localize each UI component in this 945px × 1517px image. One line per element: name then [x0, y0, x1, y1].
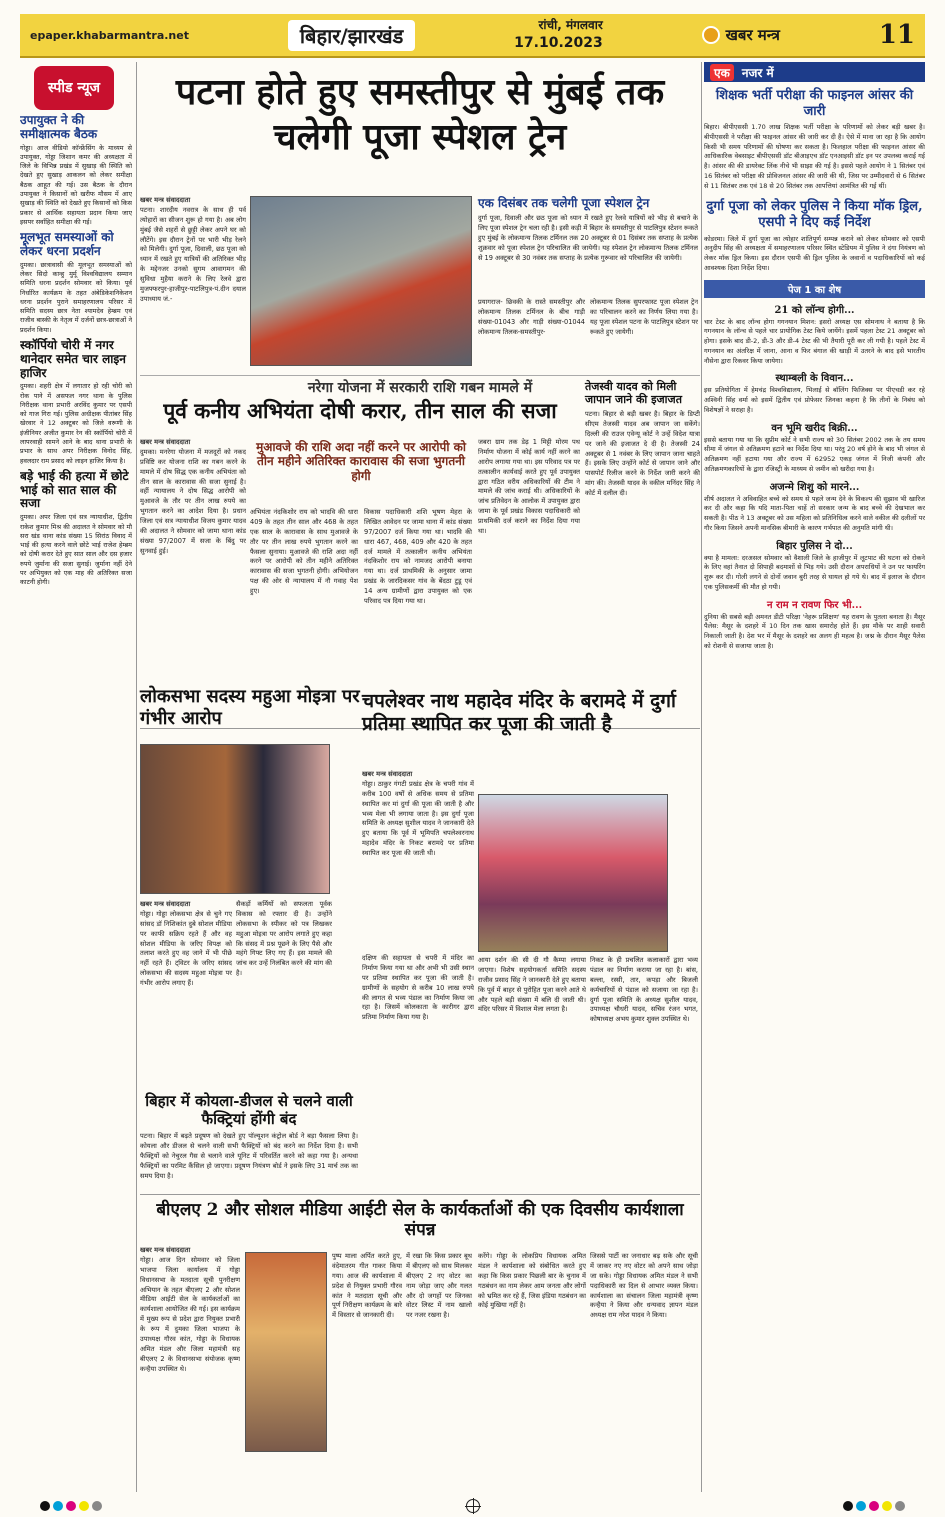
bla-headline: बीएलए 2 और सोशल मीडिया आईटी सेल के कार्यकर्ताओं की एक दिवसीय कार्यशाला संपन्न	[156, 1200, 684, 1241]
byline: खबर मन्त्र संवाददाता	[140, 438, 191, 446]
train-body-text: पटना। शारदीय नवरात्र के साथ ही पर्व त्योहारों का सीजन शुरू हो गया है। अब लोग मुंबई जैसे शहरों से छुट्टी लेकर अपने घर को लौटेंगे। इस दौरान ट्रेनों पर भारी भीड़ रेलने को मिलेगी। दुर्गा पूजा, दिवाली, छठ पूजा को ध्यान में रखते हुए यात्रियों की अतिरिक्त भीड़ के मद्देनजर उनको सुगम आवागमन की सुविधा मुहैया कराने के लिए रेलवे द्वारा मुजफ्फरपुर-हाजीपुर-पाटलिपुत्र-पं.दीन दयाल उपाध्याय जं.-	[140, 205, 246, 303]
color-dot	[895, 1501, 905, 1511]
temple-body-4: निकट के ही प्रचलित कलाकारों द्वारा भव्य पंडाल का निर्माण कराया जा रहा है। बांस, बल्ला, रस्सी, तार, कपड़ा और बिजली कर्मचारियों से पंडाल को सजाया जा रहा है। दुर्गा पूजा समिति के अध्यक्ष सुशील यादव, उपाध्यक्ष चौधरी यादव, सचिव रंजन भगत, कोषाध्यक्ष अभय कुमार शुक्ल उपस्थित थे।	[590, 956, 698, 1024]
color-dots-right	[843, 1501, 905, 1511]
nrega-pull-quote: मुआवजे की राशि अदा नहीं करने पर आरोपी को तीन महीने अतिरिक्त कारावास की सजा भुगतनी होगी	[256, 440, 466, 483]
coal-headline: बिहार में कोयला-डीजल से चलने वाली फैक्ट्रियां होंगी बंद	[145, 1092, 353, 1128]
nrega-kicker: नरेगा योजना में सरकारी राशि गबन मामले में	[140, 375, 700, 397]
ek-nazar-column	[704, 62, 925, 1492]
right-story-heading: शिक्षक भर्ती परीक्षा की फाइनल आंसर की जारी	[715, 88, 914, 119]
shesh-body: क्या है मामला: दरअसल सोमवार को वैशाली जिले के हाजीपुर में लूटपाट की घटना को रोकने के लिए वहां तैनात दो सिपाही बदमाशों से भिड़ गये। उसी दौरान अपराधियों ने उन पर फायरिंग शुरू कर दी। गोली लगने से दोनों जवान बुरी तरह से घायल हो गये थे। बाद में इलाज के दौरान एक पुलिसकर्मी की मौत हो गयी।	[704, 553, 925, 591]
shesh-body: इससे बताया गया था कि सुप्रीम कोर्ट ने सभी राज्य को 30 सितंबर 2002 तक के तय समय सीमा में जंगल से अतिक्रमण हटाने का निर्देश दिया था। परंतु 20 वर्ष होने के बाद भी जंगल से अतिक्रमण नहीं हटाया गया और राज्य में 62952 एकड़ जंगल में निजी कंपनी और अतिक्रमणकारियों के द्वारा रजिस्ट्री के माध्यम से जमीन को खरीदा गया है।	[704, 435, 925, 473]
section-rule	[140, 1194, 700, 1195]
temple-photo	[478, 794, 668, 952]
nrega-body-3: विकास पदाधिकारी शशि भूषण मेहरा के लिखित आवेदन पर जामा थाना में कांड संख्या 97/2007 दर्ज किया गया था। भादवि की धारा 467, 468, 409 और 420 के तहत दर्ज मामले में तत्कालीन कनीय अभियंता नंदकिशोर राय को नामजद आरोपी बनाया गया था। दर्ज प्राथमिकी के अनुसार जामा प्रखंड के जारदिकसर गांव के बेंदठा टुडू एवं 14 अन्य ग्रामीणों द्वारा उपायुक्त को एक परिवाद पत्र दिया गया था।	[364, 508, 472, 606]
nrega-text-1: दुमका। मनरेगा योजना में मजदूरों को नकद प्रविष्टि कर योजना राशि का गबन करने के मामले में दोष सिद्ध एक कनीय अभियंता को तीन साल के कारावास की सजा सुनाई है। वहीं न्यायालय ने दोष सिद्ध आरोपी को मुआवजे के तौर पर तीन लाख रुपये का भुगतान करने का आदेश दिया है। प्रधान जिला एवं सत्र न्यायाधीश विजय कुमार यादव की अदालत ने सोमवार को जामा थाना कांड संख्या 97/2007 में सजा के बिंदु पर सुनवाई हुई।	[140, 447, 246, 555]
left-story	[20, 339, 132, 466]
left-story-body: गोड्डा। आज वीडियो कॉन्फ्रेंसिंग के माध्यम से उपायुक्त, गोड्डा जिशान कमर की अध्यक्षता में जिले के विभिन्न प्रखंड में सुखाड़ की स्थिति को देखते हुए सुखाड़ आकलन को लेकर समीक्षा बैठक आहूत की गई। उस बैठक के दौरान उपायुक्त ने किसानों को खरीफ मौसम में आए सुखाड़ की स्थिति को देखते हुए किसानों को किस प्रकार से आर्थिक सहायता प्रदान किया जाए इसपर सर्वाहित समीक्षा की गई।	[20, 143, 132, 226]
issue-date: 17.10.2023	[514, 34, 603, 51]
left-story	[20, 231, 132, 335]
registration-mark-icon	[466, 1499, 480, 1513]
shesh-heading: न राम न रावण फिर भी...	[766, 599, 863, 611]
color-dots-left	[40, 1501, 102, 1511]
left-story-body: दुमका। शहरी क्षेत्र में लगातार हो रही चोरी को रोक पाने में असफल नगर थाना के पुलिस निरीक्षक थाना प्रभारी अरविंद कुमार पर एसपी को गाज गिरा गई। पुलिस अधीक्षक पीतांबर सिंह खेरवार ने 12 अक्टूबर को जिले वरूणी के इंजीनियर अजीत कुमार रेन की स्कॉर्पियो चोरी में लापरवाही सामने आने के बाद थाना प्रभारी के प्रभार के साथ अपर निरीक्षक विनोद सिंह, हवलदार राम प्रसाद को लाइन हाजिर किया है।	[20, 382, 132, 465]
column-divider	[136, 62, 137, 1492]
brand	[702, 25, 780, 45]
bla-body-5: जिससे पार्टी का जनाधार बढ़ सके और सूची में जाकर नए नए वोटर को अपने साथ जोड़ा जा सके। गोड्डा विधायक अमित मंडल ने सभी पदाधिकारी का दिल से आभार व्यक्त किया। कार्यशाला का संचालन जिला महामंत्री कृष्ण कन्हैया ने किया और धन्यवाद ज्ञापन मंडल अध्यक्ष राम नरेश यादव ने किया।	[590, 1252, 698, 1320]
ek-label: एक	[710, 64, 734, 81]
nrega-body-4: जबरा ग्राम तक डेढ़ 1 मिट्टी मोरम पथ निर्माण योजना में कोई कार्य नहीं करने का आरोप लगाया गया था। इस परिवाद पत्र पर तत्कालीन कार्यवाई करते हुए पूर्व उपायुक्त द्वारा गठित वरीय अधिकारियों की टीम ने मामले की जांच कराई थी। अधिकारियों के जांच प्रतिवेदन के आलोक में उपायुक्त द्वारा जामा के पूर्व प्रखंड विकास पदाधिकारी को प्राथमिकी दर्ज कराने का निर्देश दिया गया था।	[478, 438, 580, 536]
nrega-body-1	[140, 438, 246, 724]
speed-news-badge: स्पीड न्यूज	[34, 66, 114, 110]
left-story-heading: उपायुक्त ने की समीक्षात्मक बैठक	[20, 113, 98, 141]
train-subbody: दुर्गा पूजा, दिवाली और छठ पूजा को ध्यान में रखते हुए रेलवे यात्रियों को भीड़ से बचाने के लिए पूजा स्पेशल ट्रेन चला रही है। इसी कड़ी में बिहार के समस्तीपुर से पाटलिपुत्र स्टेशन रूकते हुए मुंबई के लोकमान्य तिलक टर्मिनल तक 20 अक्टूबर से 01 दिसंबर तक सप्ताह के प्रत्येक शुक्रवार को पूजा स्पेशल ट्रेन परिचालित की जायेगी। यह स्पेशल ट्रेन लोकमान्य तिलक टर्मिनल से 19 अक्टूबर से 30 नवंबर तक सप्ताह के प्रत्येक गुरूवार को परिचालित की जायेगी।	[478, 214, 698, 262]
shesh-heading: स्थाम्बली के विवान...	[775, 373, 854, 385]
main-headline: पटना होते हुए समस्तीपुर से मुंबई तक चलेगी पूजा स्पेशल ट्रेन	[175, 71, 665, 158]
color-dot	[79, 1501, 89, 1511]
byline: खबर मन्त्र संवाददाता	[140, 196, 191, 204]
site-url[interactable]: epaper.khabarmantra.net	[30, 28, 189, 42]
left-story-heading: बड़े भाई की हत्या में छोटे भाई को सात साल की सजा	[20, 468, 129, 511]
mahua-body	[140, 900, 232, 1088]
byline: खबर मन्त्र संवाददाता	[140, 900, 191, 908]
shesh-bar: पेज 1 का शेष	[704, 280, 925, 298]
mahua-headline: लोकसभा सदस्य महुआ मोइत्रा पर गंभीर आरोप	[140, 686, 360, 729]
bla-body-3: में रखा कि किस प्रकार बूथ में बीएलए को साथ मिलकर बीएलए 2 नए वोटर का नाम जोड़ा जाए और गलत और दो जगहों पर जिनका वोटर लिस्ट में नाम खालो पर नजर रखना है।	[406, 1252, 472, 1320]
coal-body: पटना। बिहार में बढ़ते प्रदूषण को देखते हुए पॉल्यूशन कंट्रोल बोर्ड ने बड़ा फैसला लिया है। कोयला और डीजल से चलने वाली सभी फैक्ट्रियों को बंद करने का निर्देश दिया है। सभी फैक्ट्रियों को नेचुरल गैस से चलाने वाले यूनिट में परिवर्तित करने को कहा गया है। अन्यथा फैक्ट्रियों का परमिट कैंसिल हो जाएगा। प्रदूषण नियंत्रण बोर्ड ने इसके लिए 31 मार्च तक का समय दिया है।	[140, 1132, 358, 1180]
shesh-body: चार टेस्ट के बाद लॉन्च होगा गगनयान मिशन: इसरो अध्यक्ष एस सोमनाथ ने बताया है कि गगनयान के लॉन्च से पहले चार प्रायोगिक टेस्ट किये जायेंगे। इसमें पहला टेस्ट 21 अक्टूबर को होगा। इसके बाद डी-2, डी-3 और डी-4 टेस्ट की भी तैयारी पूरी कर ली गयी है। पहले टेस्ट में गगनयान का अंतरिक्ष में जाना, आना व फिर बंगाल की खाड़ी में उतरने के बाद इसे भारतीय नौसेना द्वारा रिकवर किया जायेगा।	[704, 317, 925, 365]
shesh-heading: अजन्मे शिशु को मारने...	[769, 481, 860, 493]
left-story	[20, 114, 132, 227]
ek-nazar-bar	[704, 62, 925, 82]
tejashwi-body: पटना। बिहार से बड़ी खबर है। बिहार के डिप्टी सीएम तेजस्वी यादव अब जापान जा सकेंगे। दिल्ली की राउज एवेन्यू कोर्ट ने उन्हें विदेश यात्रा पर जाने की इजाजत दे दी है। तेजस्वी 24 अक्टूबर से 1 नवंबर के लिए जापान जाना चाहते हैं। इसके लिए उन्होंने कोर्ट से जापान जाने और पासपोर्ट रिलीज करने के निर्देश जारी करने की मांग की। तेजस्वी यादव के वकील मनिंदर सिंह ने कोर्ट में दलील दी।	[585, 410, 700, 498]
bla-body-2: पुष्प माला अर्पित करते हुए, वंदेमातरम गीत गाकर किया गया। आज की कार्यशाला में प्रदेश से नियुक्त प्रभारी गौरव कांत ने मतदाता सूची और पूर्ण निरीक्षण कार्यक्रम के बारे में विस्तार से जानकारी दी।	[332, 1252, 402, 1320]
masthead	[20, 14, 925, 58]
train-photo	[250, 196, 472, 366]
tejashwi-headline: तेजस्वी यादव को मिली जापान जाने की इजाजत	[585, 380, 682, 407]
color-dot	[843, 1501, 853, 1511]
left-story-body: दुमका। अपर जिला एवं सत्र न्यायाधीश, द्वितीय राकेश कुमार मिश्र की अदालत ने सोमवार को मौ सरा खंड थाना कांड संख्या 15 सिरांठ विवाद में भाई की हत्या करने वाले छोटे भाई राजेश हेम्ब्रम को दोषी करार देते हुए सात साल और दस हजार रुपये जुर्माना की सजा सुनाई। जुर्माना नहीं देने पर अभियुक्त को एक माह की अतिरिक्त सजा काटनी होगी।	[20, 513, 132, 587]
byline: खबर मन्त्र संवाददाता	[362, 770, 413, 778]
shesh-body: दुनिया की सबसे बड़ी अमनत डीटी परिक्षा 'नेहरू प्रशिक्षण' यह रावण के पुतला बनाता है। मैसूर पैलेस: मैसूर के दशहरे में 10 दिन तक खास समारोह होते हैं। इस मौके पर शाही सवारी निकाली जाती है। देश भर में मैसूर के दशहरे का अलग ही महत्व है। जश्न के दौरान मैसूर पैलेस को रोशनी से सजाया जाता है।	[704, 612, 925, 650]
temple-body-2: दक्षिण की सहायता से चपरी में मंदिर का निर्माण किया गया था और अभी भी उसी स्थान पर प्रतिमा स्थापित कर पूजा की जाती है। ग्रामीणों के सहयोग से करीब 10 लाख रुपये की लागत से भव्य पंडाल का निर्माण किया जा रहा है। जिसमें कोलकाता के कारीगर द्वारा प्रतिमा निर्माण किया गया है।	[362, 954, 474, 1022]
shesh-heading: बिहार पुलिस ने दो...	[776, 540, 853, 552]
nrega-body-2: अभियंता नंदकिशोर राय को भादवि की धारा 409 के तहत तीन साल और 468 के तहत एक साल के कारावास के साथ मुआवजे के तौर पर तीन लाख रुपये भुगतान करने का फैसला सुनाया। मुआवजे की राशि अदा नहीं करने पर आरोपी को तीन महीने अतिरिक्त कारावास की सजा भुगतनी होगी। अभियोजन पक्ष की ओर से न्यायालय में नौ गवाह पेश हुए।	[250, 508, 358, 596]
brand-logo-icon	[702, 26, 720, 44]
mahua-body-2: सैकड़ों कर्मियों को सफलता पूर्वक विकास को रफ्तार दी है। उन्होंने लोकसभा के स्पीकर को पत्र लिखकर महुआ मोइत्रा पर आरोप लगाते हुए कहा कि संसद में प्रश्न पूछने के लिए पैसे और महंगे गिफ्ट लिए गए हैं। इस मामले की जांच कर उन्हें निलंबित करने की मांग की है।	[236, 900, 332, 978]
shesh-body: इस प्रतियोगिता में हेमचंद्र विश्वविद्यालय, भिलाई से बॉलिंग फिजिक्स पर पीएचडी कर रहे अश्विनी सिंह वर्मा को इसमें द्वितीय एवं प्रोफेसर जिनका कहना है कि तीनों के निबंध को विशेषज्ञों ने सराहा है।	[704, 386, 925, 414]
mahua-photo	[140, 744, 330, 894]
shesh-heading: 21 को लॉन्च होगी...	[774, 304, 855, 316]
date-block	[514, 18, 603, 52]
temple-headline: चपलेश्वर नाथ महादेव मंदिर के बरामदे में दुर्गा प्रतिमा स्थापित कर पूजा की जाती है	[362, 690, 676, 735]
train-subhead: एक दिसंबर तक चलेगी पूजा स्पेशल ट्रेन	[478, 196, 650, 210]
bla-body-4: करेंगे। गोड्डा के लोकप्रिय विधायक अमित मंडल ने कार्यशाला को संबोधित करते हुए कहा कि किस प्रकार पिछली बार के चुनाव में गठबंधन का नाम लेकर आम जनता और लोगों को भ्रमित कर रहे हैं, जिस इंडिया गठबंधन का कोई मुखिया नहीं है।	[478, 1252, 586, 1310]
color-dot	[92, 1501, 102, 1511]
shesh-body: शीर्ष अदालत ने अविवाहित बच्चे को समय से पहले जन्म देने के विकल्प की सुझाव भी खारिज कर दी और कहा कि यदि माता-पिता चाहें तो सरकार जन्म के बाद बच्चे की देखभाल कर सकती है। पीठ ने 13 अक्टूबर को उस महिला को प्रतिनिधित्व करने वाले वकील की दलीलों पर गौर किया जिसने अपनी मानसिक बीमारी के कारण गर्भपात की अनुमति मांगी थी।	[704, 494, 925, 532]
train-col-a: प्रयागराज- छिवकी के रास्ते समस्तीपुर और लोकमान्य तिलक टर्मिनल के बीच गाड़ी संख्या-01043 और गाड़ी संख्या-01044 लोकमान्य तिलक-समस्तीपुर-	[478, 298, 585, 336]
color-dot	[40, 1501, 50, 1511]
train-col-b: लोकमान्य तिलक सुपरफास्ट पूजा स्पेशल ट्रेन का परिचालन करने का निर्णय लिया गया है। यह पूजा स्पेशल पटना के पाटलिपुत्र स्टेशन पर रूकते हुए जायेगी।	[590, 298, 698, 336]
shesh-heading: वन भूमि खरीद बिक्री...	[771, 422, 858, 434]
color-dot	[869, 1501, 879, 1511]
color-dot	[53, 1501, 63, 1511]
mahua-text: गोड्डा। गोड्डा लोकसभा क्षेत्र से चुने गए सांसद डॉ निशिकांत दुबे सोशल मीडिया पर काफी सक्रिय रहते हैं और वह सोशल मीडिया के जरिए विपक्ष को तलाश करते हुए वह जाने में भी पीछे नहीं रहते हैं। ट्विटर के जरिए सांसद लोकसभा की सदस्य महुआ मोइत्रा पर गंभीर आरोप लगाए हैं।	[140, 909, 232, 988]
bla-text-1: गोड्डा। आज दिन सोमवार को जिला भाजपा जिला कार्यालय में गोड्डा विधानसभा के मतदाता सूची पुनरीक्षण अभियान के तहत बीएलए 2 और सोशल मीडिया आईटी सेल के कार्यकर्ताओं का कार्यशाला आयोजित की गई। इस कार्यक्रम में मुख्य रूप से प्रदेश द्वारा नियुक्त प्रभारी के रूप में दुमका जिला भाजपा के उपाध्यक्ष गौरव कांत, गोड्डा के विधायक अमित मंडल और जिला महामंत्री सह बीएलए 2 के विधानसभा संयोजक कृष्ण कन्हैया उपस्थित थे।	[140, 1255, 240, 1373]
color-dot	[882, 1501, 892, 1511]
nrega-headline: पूर्व कनीय अभियंता दोषी करार, तीन साल की सजा	[163, 398, 557, 423]
temple-text-1: गोड्डा। ठाकुर गंगटी प्रखंड क्षेत्र के चपरी गांव में करीब 100 वर्षों से अधिक समय से प्रतिमा स्थापित कर मां दुर्गा की पूजा की जाती है और भव्य मेला भी लगाया जाता है। इस दुर्गा पूजा समिति के अध्यक्ष सुशील यादव ने जानकारी देते हुए बताया कि पूर्व में भूमिपति चपलेश्वरनाथ महादेव मंदिर के निकट बरामदे पर प्रतिमा स्थापित कर पूजा की जाती थी।	[362, 779, 474, 858]
meeting-photo	[245, 1252, 327, 1452]
temple-body-1	[362, 770, 474, 950]
speed-news-column	[20, 62, 132, 1492]
right-story-heading: दुर्गा पूजा को लेकर पुलिस ने किया मॉक ड्रिल, एसपी ने दिए कई निर्देश	[706, 199, 923, 231]
color-dot	[856, 1501, 866, 1511]
color-dot	[66, 1501, 76, 1511]
right-story-body: कोडरमा। जिले में दुर्गा पूजा का त्योहार शांतिपूर्ण सम्पन्न कराने को लेकर सोमवार को एसपी अनुदीप सिंह की अध्यक्षता में समाहरणालय परिसर स्थित स्टेडियम में पुलिस ने दंगा नियंत्रण को लेकर मॉक ड्रिल किया। इस दौरान एसपी की ड्रिल पुलिस के जवानों व पदाधिकारियों को कई आवश्यक दिशा निर्देश दिया।	[704, 234, 925, 272]
left-story	[20, 470, 132, 588]
right-story-body: बिहार। बीपीएससी 1.70 लाख शिक्षक भर्ती परीक्षा के परिणामों को लेकर बड़ी खबर है। बीपीएससी ने परीक्षा की फाइनल आंसर की जारी कर दी है। ऐसे में माना जा रहा है कि आयोग किसी भी समय परिणामों की घोषणा कर सकता है। फिलहाल परीक्षा की फाइनल आंसर की आधिकारिक वेबसाइट बीपीएससी डॉट बीआइएच डॉट एनआइसी डॉट इन पर उपलब्ध कराई गई है। आंसर की की डायरेक्ट लिंक नीचे भी साझा की गई है। इससे पहले आयोग ने 1 सितंबर एवं 16 सितंबर को परीक्षा की प्रोविजनल आंसर की जारी की थी, जिस पर उम्मीदवारों से 6 सितंबर से 11 सितंबर तक एवं 18 से 20 सितंबर तक आपत्तियां आमंत्रित की गई थीं।	[704, 123, 925, 190]
nazar-label: नजर में	[741, 65, 774, 80]
left-story-heading: मूलभूत समस्याओं को लेकर धरना प्रदर्शन	[20, 230, 114, 258]
page-number: 11	[878, 20, 915, 50]
left-story-heading: स्कॉर्पियो चोरी में नगर थानेदार समेत चार लाइन हाजिर	[20, 337, 126, 380]
temple-body-3: आया दर्शन की सी दी गौ कैम्पा लगाया जाएगा। विशेष सहयोगकर्ता समिति सदस्य राजीव प्रसाद सिंह ने जानकारी देते हुए बताया कि पूर्व में बाहर से पुरोहित पूजा करने आते थे और पहले बड़ी संख्या में बलि दी जाती थी। मंदिर परिसर में विशाल मेला लगता है।	[478, 956, 586, 1014]
section-title: बिहार/झारखंड	[288, 20, 415, 51]
city-day: रांची, मंगलवार	[538, 18, 603, 33]
column-divider	[701, 62, 702, 1492]
byline: खबर मन्त्र संवाददाता	[140, 1246, 191, 1254]
bla-body-1	[140, 1246, 240, 1492]
print-registration-bar	[20, 1500, 925, 1512]
left-story-body: दुमका। छात्रावासी की मूलभूत समस्याओं को लेकर सिदो कान्हु मुर्मू विश्वविद्यालय सम्मान समिति धरना प्रदर्शन सोमवार को किया। पूर्व निर्धारित कार्यक्रम के तहत अंबेडिकेशनिकेशन धरना प्रदर्शन पुराने समाहरणालय परिसर में समिति सदस्य छात्र नेता श्यामदेव हेम्ब्रम एवं राजीव बास्की के नेतृत्व में दर्जनों छात्र-छात्राओं ने प्रदर्शन किया।	[20, 260, 132, 334]
brand-name: खबर मन्त्र	[725, 26, 780, 44]
train-story-body	[140, 196, 246, 372]
